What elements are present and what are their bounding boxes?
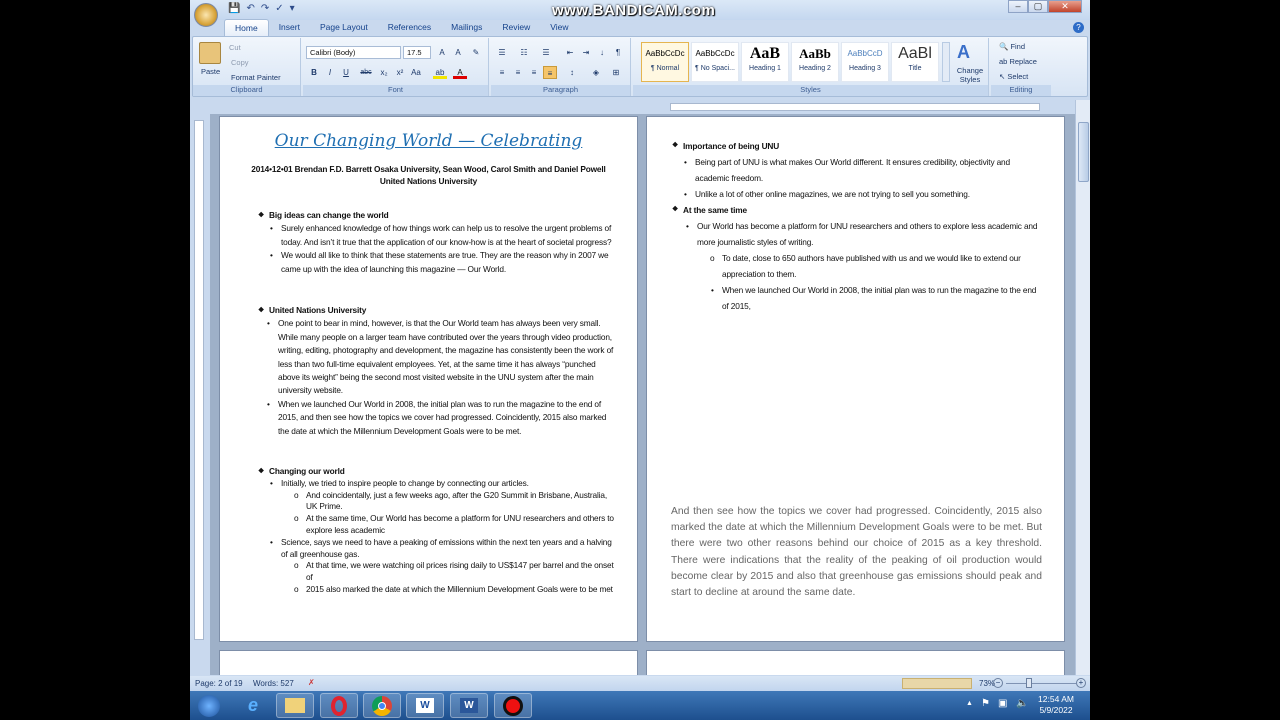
change-styles-icon: A [957,42,970,62]
clipboard-group [193,38,301,96]
document-title: Our Changing World — Celebrating [274,131,583,151]
section-heading: ❖ Importance of being UNU [672,138,1044,154]
sub-list-item: • When we launched Our World in 2008, the initial plan was to run the magazine to the end of 2015, [722,282,1044,314]
redo-icon[interactable]: ↷ [260,3,270,14]
list-item: • When we launched Our World in 2008, the initial plan was to run the magazine to the end of 2015, and then see how the topics we cover had progressed. Coincidently, 2015 also marked the date at which the Millennium Development Goals were to be met. [278,398,614,438]
decrease-indent-icon[interactable]: ⇤ [566,48,574,57]
taskbar [190,691,1090,720]
styles-label: Styles [633,85,988,96]
list-item: • Being part of UNU is what makes Our World different. It ensures credibility, objectivity and academic freedom. [695,154,1044,186]
opera-icon[interactable] [320,693,358,718]
help-icon[interactable]: ? [1073,22,1084,33]
undo-icon[interactable]: ↶ [246,3,255,14]
find-icon: 🔍 [999,42,1009,51]
align-center-icon[interactable]: ≡ [515,68,521,77]
list-item: • Science, says we need to have a peaking of emissions within the next ten years and a halving of all greenhouse gas. [281,537,614,561]
zoom-slider[interactable] [1006,683,1076,684]
list-item: • One point to bear in mind, however, is that the Our World team has always been very small. While many people on a larger team have contributed over the years through video production, writing, editing, photography and development, the magazine has consistently been the work of less than two full-time equivalent employees. Yet, at the same time it has always “punched above its weight” being the second most visited website in the UNU system after the main university website. [278,317,614,397]
section-big-ideas [258,209,614,276]
replace-icon: ab [999,57,1008,66]
style-normal[interactable]: AaBbCcDc ¶ Normal [641,42,689,82]
volume-icon[interactable]: 🔈 [1016,698,1029,709]
zoom-level[interactable]: 73% [979,679,996,688]
justify-icon[interactable]: ≡ [543,66,557,79]
page-right[interactable] [646,116,1065,642]
bold-button[interactable]: B [311,68,317,77]
shading-icon[interactable]: ◈ [592,68,600,77]
zoom-in-icon[interactable]: + [1076,678,1086,688]
sub-list-item: o 2015 also marked the date at which the Millennium Development Goals were to be met [306,584,614,596]
zoom-out-icon[interactable]: − [993,678,1003,688]
style-title[interactable]: AaBl Title [891,42,939,82]
zoom-slider-handle[interactable] [1026,678,1032,688]
increase-indent-icon[interactable]: ⇥ [582,48,590,57]
style-heading-1[interactable]: AaB Heading 1 [741,42,789,82]
ribbon-tabs [224,19,579,36]
tab-home[interactable]: Home [224,19,269,36]
tab-page-layout[interactable]: Page Layout [319,22,368,32]
ie-icon[interactable]: e [247,695,258,715]
show-hidden-icons[interactable]: ▲ [966,700,973,707]
ribbon [192,36,1088,97]
section-heading: ❖ At the same time [672,202,1044,218]
windows-icon [198,695,220,717]
change-case-button[interactable]: Aa [411,68,421,77]
paragraph-group [491,38,631,96]
editing-group [991,38,1051,96]
page-left[interactable] [219,116,638,642]
list-item: • We would all like to think that these statements are true. They are the reason why in 2007 we came up with the idea of launching this magazine — Our World. [281,249,614,276]
font-group [303,38,489,96]
list-item: • Initially, we tried to inspire people to change by connecting our articles. [281,478,614,490]
start-button[interactable] [192,693,226,718]
view-buttons[interactable] [902,678,972,689]
proofing-icon[interactable]: ✗ [308,678,315,687]
byline: 2014•12•01 Brendan F.D. Barrett Osaka University, Sean Wood, Carol Smith and Daniel Powell United Nations University [251,164,606,186]
bullets-icon[interactable]: ☰ [498,48,506,57]
tab-review[interactable]: Review [502,22,531,32]
word-window [190,0,1090,691]
word-count[interactable]: Words: 527 [253,679,294,688]
cursor-icon: ↖ [999,72,1006,81]
time: 12:54 AM [1038,694,1074,704]
save-icon[interactable]: 💾 [228,3,241,14]
tab-references[interactable]: References [387,22,432,32]
word-2007-icon[interactable]: W [406,693,444,718]
customize-qat-icon[interactable]: ▾ [289,3,295,14]
align-left-icon[interactable]: ≡ [499,68,505,77]
sort-icon[interactable]: ↓ [600,48,604,57]
font-color-icon[interactable]: A [453,66,467,79]
date: 5/9/2022 [1039,705,1073,715]
italic-button[interactable]: I [328,68,332,77]
shrink-font-icon[interactable]: A [455,48,461,57]
restore-button[interactable]: ▢ [1028,0,1048,13]
superscript-button[interactable]: x² [396,68,404,77]
document-area[interactable] [210,114,1075,675]
section-importance [672,138,1044,314]
title-bar [190,0,1090,20]
change-styles-button[interactable]: Change Styles [956,66,984,84]
paste-button[interactable]: Paste [201,67,221,76]
clipboard-label: Clipboard [193,85,300,96]
align-right-icon[interactable]: ≡ [531,68,537,77]
page-next-left[interactable] [219,650,638,675]
line-spacing-icon[interactable]: ↕ [570,68,574,77]
watermark: www.BANDICAM.com [552,2,716,19]
scroll-thumb[interactable] [1078,122,1089,182]
explorer-icon[interactable] [276,693,314,718]
font-label: Font [303,85,488,96]
highlight-icon[interactable]: ab [433,66,447,79]
quick-access-toolbar [228,3,295,14]
action-center-icon[interactable]: ⚑ [981,698,990,709]
status-bar [190,676,1090,691]
editing-label: Editing [991,85,1051,96]
subscript-button[interactable]: x₂ [380,68,388,77]
numbering-icon[interactable]: ☷ [520,48,528,57]
clear-format-icon[interactable]: ✎ [472,48,480,57]
sub-list-item: o To date, close to 650 authors have published with us and we would like to extend our appreciation to them. [722,250,1044,282]
strikethrough-button[interactable]: abc [360,69,372,76]
section-heading: ❖ Changing our world [258,466,614,478]
list-item: • Our World has become a platform for UNU researchers and others to explore less academic and more journalistic styles of writing. [697,218,1044,250]
vertical-ruler[interactable] [194,120,204,640]
paragraph-label: Paragraph [491,85,630,96]
copy-button[interactable]: Copy [231,58,249,67]
vertical-scrollbar[interactable] [1075,100,1090,675]
horizontal-ruler[interactable] [190,100,1090,114]
cut-button[interactable]: Cut [229,43,241,52]
underline-button[interactable]: U [343,68,349,77]
find-button[interactable]: 🔍 Find [999,42,1026,51]
bandicam-icon[interactable] [494,693,532,718]
style-heading-3[interactable]: AaBbCcD Heading 3 [841,42,889,82]
tab-insert[interactable]: Insert [278,22,300,32]
sub-list-item: o At the same time, Our World has become a platform for UNU researchers and others to explore less academic [306,513,614,537]
section-changing [258,466,614,596]
body-paragraph: And then see how the topics we cover had progressed. Coincidently, 2015 also marked the date at which the Millennium Development Goals were to be met. But there were two other reasons behind our choice of 2015 as a key threshold. There were indications that the reality of the peaking of oil production would become clear by 2015 and also that greenhouse gas emissions should peak and start to decline at around the same date. [671,506,1042,599]
word-icon[interactable]: W [450,693,488,718]
borders-icon[interactable]: ⊞ [612,68,620,77]
font-size-combo[interactable]: 17.5 [403,46,431,59]
grow-font-icon[interactable]: A [439,48,445,57]
style-heading-2[interactable]: AaBb Heading 2 [791,42,839,82]
font-name-combo[interactable]: Calibri (Body) [306,46,401,59]
list-item: • Surely enhanced knowledge of how things work can help us to resolve the urgent problems of today. And isn’t it true that the application of our know-how is at the heart of societal progress? [281,222,614,249]
network-icon[interactable]: ▣ [998,698,1008,709]
office-button[interactable] [194,3,218,27]
multilevel-icon[interactable]: ☰ [542,48,550,57]
sub-list-item: o And coincidentally, just a few weeks ago, after the G20 Summit in Brisbane, Australia, UK Prime. [306,490,614,514]
close-button[interactable]: ✕ [1048,0,1082,13]
page-next-right[interactable] [646,650,1065,675]
paste-icon [199,42,221,64]
minimize-button[interactable]: – [1008,0,1028,13]
chrome-icon[interactable] [363,693,401,718]
clock[interactable] [1036,694,1076,716]
format-painter-button[interactable]: Format Painter [231,73,281,82]
page-count[interactable]: Page: 2 of 19 [195,679,243,688]
list-item: • Unlike a lot of other online magazines, we are not trying to sell you something. [695,186,1044,202]
sub-list-item: o At that time, we were watching oil prices rising daily to US$147 per barrel and the onset of [306,560,614,584]
styles-scroll[interactable] [942,42,950,82]
style-no-spacing[interactable]: AaBbCcDc ¶ No Spaci... [691,42,739,82]
styles-group [633,38,989,96]
section-unu [258,304,614,438]
spelling-icon[interactable]: ✓ [275,3,284,14]
section-heading: ❖ United Nations University [258,304,614,317]
select-button[interactable]: ↖ Select [999,72,1029,81]
show-marks-icon[interactable]: ¶ [615,48,621,57]
tab-view[interactable]: View [550,22,569,32]
replace-button[interactable]: ab Replace [999,57,1037,66]
tab-mailings[interactable]: Mailings [451,22,483,32]
section-heading: ❖ Big ideas can change the world [258,209,614,222]
